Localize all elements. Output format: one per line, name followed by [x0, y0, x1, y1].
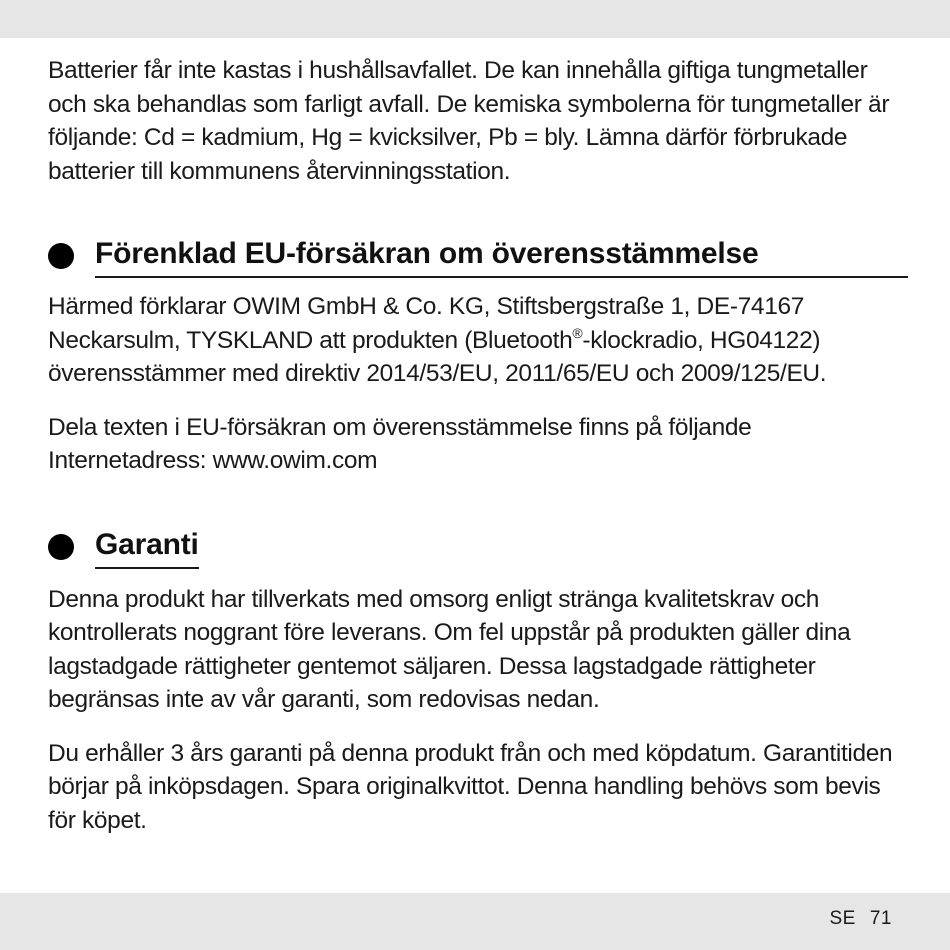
language-code: SE: [829, 908, 856, 929]
warranty-heading: [48, 525, 908, 569]
top-band: [0, 0, 950, 38]
warranty-title: Garanti: [95, 525, 199, 569]
warranty-paragraph-1: Denna produkt har tillverkats med omsorg enligt stränga kvalitetskrav och kontrollerats noggrant före leverans. Om fel uppstår på produkten gäller dina lagstadgade rättigheter gentemot säljaren. Dessa lagstadgade rättigheter begränsas inte av vår garanti, som redovisas nedan.: [48, 585, 851, 713]
bullet-icon: [48, 243, 74, 269]
bullet-icon: [48, 534, 74, 560]
page-footer: [830, 908, 893, 930]
battery-disposal-paragraph: Batterier får inte kastas i hushållsavfallet. De kan innehålla giftiga tungmetaller och ska behandlas som farligt avfall. De kemiska symbolerna för tungmetaller är följande: Cd = kadmium, Hg = kvicksilver, Pb = bly. Lämna därför förbrukade batterier till kommunens återvinningsstation.: [48, 57, 890, 185]
eu-declaration-title: Förenklad EU-försäkran om överensstämmelse: [95, 234, 908, 278]
warranty-paragraph-2: Du erhåller 3 års garanti på denna produkt från och med köpdatum. Garantitiden börjar på inköpsdagen. Spara originalkvittot. Denna handling behövs som bevis för köpet.: [48, 739, 893, 834]
page-number: 71: [869, 908, 892, 929]
declaration-text-start: Härmed förklarar OWIM GmbH & Co. KG, Stiftsbergstraße 1, DE-74167 Neckarsulm, TYSKLAND att produkten (Bluetooth: [48, 293, 805, 354]
page-content: [48, 54, 908, 837]
declaration-url-paragraph: Dela texten i EU-försäkran om överensstämmelse finns på följande Internetadress: www.owim.com: [48, 413, 752, 474]
declaration-text-end: -klockradio, HG04122) överensstämmer med direktiv 2014/53/EU, 2011/65/EU och 2009/125/EU.: [48, 326, 827, 387]
bottom-band: [0, 893, 950, 950]
declaration-paragraph: [48, 290, 908, 391]
registered-mark: ®: [572, 324, 583, 341]
eu-declaration-heading: [48, 234, 908, 278]
